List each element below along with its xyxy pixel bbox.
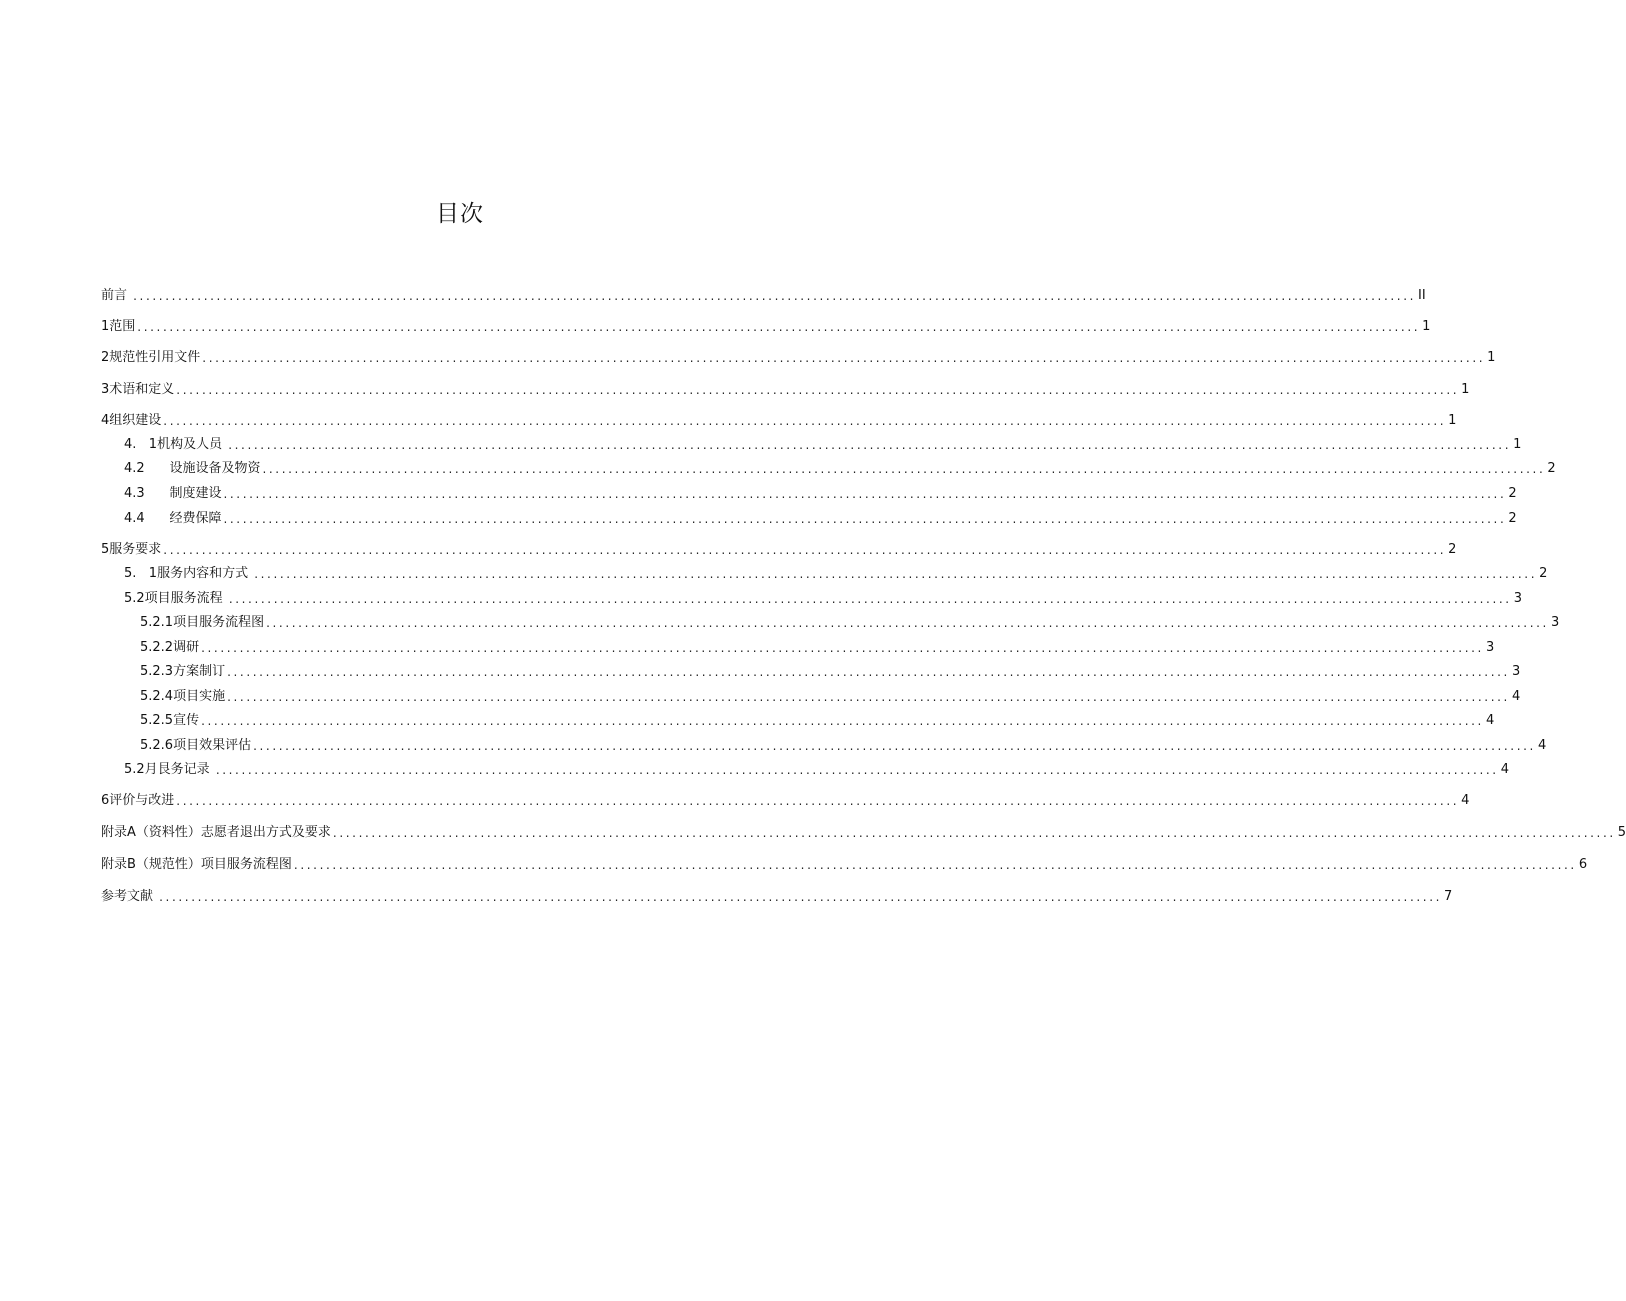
toc-leader-dots: ........................................................................................................................................................................................................ [176,794,1460,808]
toc-leader-dots: ........................................................................................................................................................................................................ [293,858,1577,872]
toc-entry-5-2-6[interactable] [140,736,1547,756]
toc-entry-page: 7 [1444,889,1453,904]
toc-entry-page: 2 [1539,566,1548,581]
toc-entry-label: 1范围 [101,319,136,334]
toc-entry-page: 3 [1485,640,1495,655]
toc-entry-label: 5. 1服务内容和方式 [124,566,253,581]
toc-entry-page: 2 [1508,486,1517,501]
toc-leader-dots: ........................................................................................................................................................................................................ [201,641,1484,655]
toc-entry-label: 5.2.6项目效果评估 [140,738,252,753]
toc-leader-dots: ........................................................................................................................................................................................................ [266,616,1549,630]
toc-leader-dots: ........................................................................................................................................................................................................ [223,487,1507,501]
toc-entry-appendix-b[interactable] [101,855,1588,875]
toc-leader-dots: ........................................................................................................................................................................................................ [228,438,1512,452]
toc-leader-dots: ........................................................................................................................................................................................................ [202,351,1486,365]
toc-entry-preface[interactable] [101,286,1426,306]
toc-entry-label: 5.2.5宣传 [140,713,200,728]
toc-entry-2[interactable] [101,348,1496,368]
toc-entry-page: 3 [1550,615,1560,630]
toc-entry-label: 5.2.4项目实施 [140,689,226,704]
toc-entry-5-3[interactable] [124,760,1509,780]
toc-entry-4-1[interactable] [124,435,1522,455]
toc-entry-label: 5.2.1项目服务流程图 [140,615,265,630]
toc-entry-6[interactable] [101,791,1470,811]
toc-leader-dots: ........................................................................................................................................................................................................ [227,665,1510,679]
toc-leader-dots: ........................................................................................................................................................................................................ [228,592,1512,606]
toc-leader-dots: ........................................................................................................................................................................................................ [332,826,1616,840]
toc-entry-page: 1 [1448,413,1457,428]
toc-entry-page: 2 [1547,461,1556,476]
toc-entry-label: 附录A（资料性）志愿者退出方式及要求 [101,825,331,840]
toc-entry-page: 2 [1448,542,1457,557]
toc-entry-page: 3 [1511,664,1521,679]
toc-entry-page: 5 [1617,825,1626,840]
toc-entry-page: 3 [1513,591,1522,606]
toc-leader-dots: ........................................................................................................................................................................................................ [159,890,1443,904]
toc-title: 目次 [436,201,484,227]
toc-leader-dots: ........................................................................................................................................................................................................ [163,543,1447,557]
toc-entry-label: 3术语和定义 [101,382,175,397]
toc-leader-dots: ........................................................................................................................................................................................................ [253,739,1536,753]
toc-entry-5-1[interactable] [124,564,1548,584]
toc-entry-label: 2规范性引用文件 [101,350,201,365]
toc-entry-page: 1 [1513,437,1522,452]
toc-entry-5-2-5[interactable] [140,711,1495,731]
toc-entry-5-2-3[interactable] [140,662,1521,682]
toc-entry-5-2-1[interactable] [140,613,1560,633]
toc-entry-label: 附录B（规范性）项目服务流程图 [101,857,292,872]
toc-entry-label: 5服务要求 [101,542,162,557]
toc-leader-dots: ........................................................................................................................................................................................................ [133,289,1417,303]
toc-entry-4-4[interactable] [124,509,1517,529]
toc-entry-5-2-4[interactable] [140,687,1521,707]
toc-entry-label: 5.2项目服务流程 [124,591,227,606]
toc-entry-page: 2 [1508,511,1517,526]
toc-entry-5-2-2[interactable] [140,638,1495,658]
toc-entry-label: 6评价与改进 [101,793,175,808]
toc-entry-page: 1 [1461,382,1470,397]
toc-entry-label: 5.2.3方案制订 [140,664,226,679]
toc-leader-dots: ........................................................................................................................................................................................................ [223,512,1507,526]
toc-entry-label: 5.2月艮务记录 [124,762,214,777]
toc-entry-page: 1 [1487,350,1496,365]
toc-entry-label: 4.4 经费保障 [124,511,222,526]
toc-entry-references[interactable] [101,887,1453,907]
toc-entry-page: 4 [1511,689,1521,704]
toc-entry-3[interactable] [101,380,1470,400]
toc-entry-1[interactable] [101,317,1431,337]
toc-leader-dots: ........................................................................................................................................................................................................ [215,763,1499,777]
toc-entry-page: 6 [1578,857,1588,872]
toc-entry-label: 4组织建设 [101,413,162,428]
toc-entry-page: 4 [1537,738,1547,753]
toc-entry-page: 1 [1422,319,1431,334]
toc-entry-page: II [1418,288,1426,303]
toc-leader-dots: ........................................................................................................................................................................................................ [227,690,1510,704]
toc-entry-page: 4 [1461,793,1470,808]
toc-leader-dots: ........................................................................................................................................................................................................ [201,714,1484,728]
toc-leader-dots: ........................................................................................................................................................................................................ [254,567,1538,581]
toc-entry-label: 4. 1机构及人员 [124,437,227,452]
toc-entry-4-3[interactable] [124,484,1517,504]
toc-entry-4[interactable] [101,411,1457,431]
toc-entry-label: 4.2 设施设备及物资 [124,461,261,476]
toc-leader-dots: ........................................................................................................................................................................................................ [176,383,1460,397]
toc-entry-page: 4 [1500,762,1509,777]
toc-leader-dots: ........................................................................................................................................................................................................ [137,320,1421,334]
toc-entry-page: 4 [1485,713,1495,728]
toc-leader-dots: ........................................................................................................................................................................................................ [163,414,1447,428]
toc-entry-appendix-a[interactable] [101,823,1626,843]
toc-entry-4-2[interactable] [124,459,1556,479]
toc-entry-label: 5.2.2调研 [140,640,200,655]
toc-leader-dots: ........................................................................................................................................................................................................ [262,462,1546,476]
toc-entry-5-2[interactable] [124,589,1522,609]
toc-entry-label: 前言 [101,288,132,303]
toc-entry-5[interactable] [101,540,1457,560]
toc-entry-label: 4.3 制度建设 [124,486,222,501]
toc-entry-label: 参考文献 [101,889,158,904]
